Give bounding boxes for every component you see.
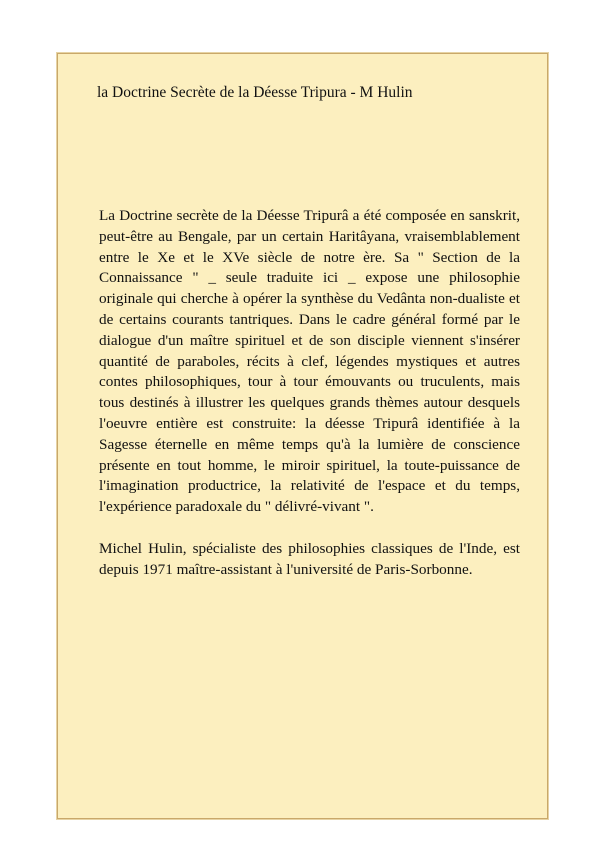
paragraph-description: La Doctrine secrète de la Déesse Tripurâ a été composée en sanskrit, peut-être au Bengale, par un certain Haritâyana, vraisemblablement entre le Xe et le XVe siècle de notre ère. Sa " Section de la Connaissance " _ seule traduite ici _ expose une philosophie originale qui cherche à opérer la synthèse du Vedânta non-dualiste et de certains courants tantriques. Dans le cadre général formé par le dialogue d'un maître spirituel et de son disciple viennent s'insérer quantité de paraboles, récits à clef, légendes mystiques et autres contes philosophiques, tour à tour émouvants ou truculents, mais tous destinés à illustrer les quelques grands thèmes autour desquels l'oeuvre entière est construite: la déesse Tripurâ identifiée à la Sagesse éternelle en même temps qu'à la lumière de conscience présente en tout homme, le miroir spirituel, la toute-puissance de l'imagination productrice, la relativité de l'espace et du temps, l'expérience paradoxale du " délivré-vivant ". (99, 207, 520, 516)
document-page (57, 53, 548, 819)
document-title: la Doctrine Secrète de la Déesse Tripura - M Hulin (97, 84, 413, 101)
document-body (99, 206, 520, 580)
paragraph-author-bio: Michel Hulin, spécialiste des philosophies classiques de l'Inde, est depuis 1971 maître-assistant à l'université de Paris-Sorbonne. (99, 539, 520, 578)
